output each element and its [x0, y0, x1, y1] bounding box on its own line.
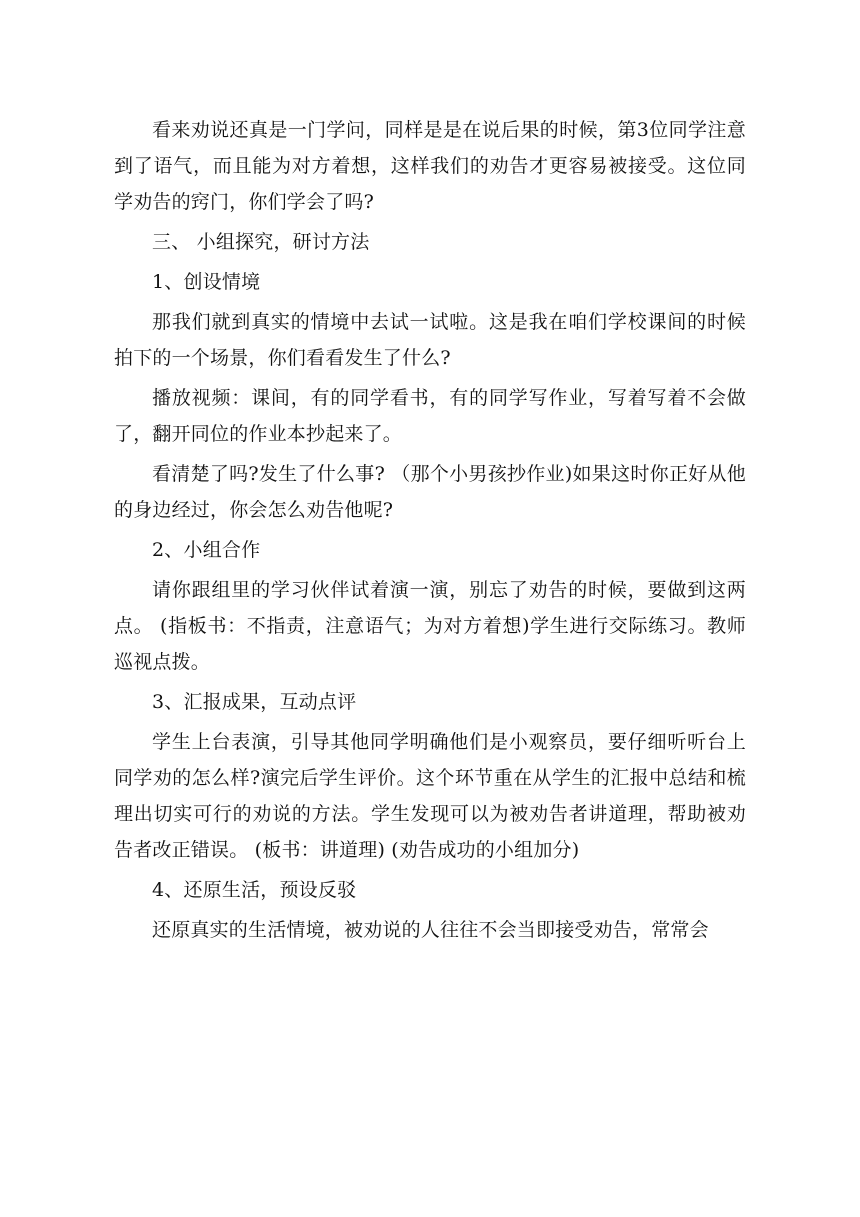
paragraph-restore-scenario: 还原真实的生活情境，被劝说的人往往不会当即接受劝告，常常会: [152, 919, 709, 941]
paragraph-see-clearly: 看清楚了吗?发生了什么事? （那个小男孩抄作业)如果这时你正好从他的身边经过，你会怎么劝告他呢?: [114, 463, 746, 521]
section-heading-group-inquiry: 三、 小组探究，研讨方法: [152, 231, 370, 253]
paragraph-real-scenario: 那我们就到真实的情境中去试一试啦。这是我在咱们学校课间的时候拍下的一个场景，你们看看发生了什么?: [114, 311, 746, 369]
paragraph-persuasion-intro: 看来劝说还真是一门学问，同样是是在说后果的时候，第3位同学注意到了语气，而且能为对方着想，这样我们的劝告才更容易被接受。这位同学劝告的窍门，你们学会了吗?: [114, 119, 746, 213]
subheading-restore-life: 4、还原生活，预设反驳: [152, 879, 357, 901]
subheading-report-results: 3、汇报成果，互动点评: [152, 691, 357, 713]
paragraph-play-video: 播放视频：课间，有的同学看书，有的同学写作业，写着写着不会做了，翻开同位的作业本抄起来了。: [114, 387, 746, 445]
paragraph-student-performance: 学生上台表演，引导其他同学明确他们是小观察员，要仔细听听台上同学劝的怎么样?演完后学生评价。这个环节重在从学生的汇报中总结和梳理出切实可行的劝说的方法。学生发现可以为被劝告者讲道理，帮助被劝告者改正错误。 (板书：讲道理) (劝告成功的小组加分): [114, 731, 746, 861]
subheading-group-cooperation: 2、小组合作: [152, 539, 261, 561]
paragraph-role-play: 请你跟组里的学习伙伴试着演一演，别忘了劝告的时候，要做到这两点。 (指板书：不指责，注意语气；为对方着想)学生进行交际练习。教师巡视点拨。: [114, 579, 746, 673]
document-page: [114, 112, 746, 948]
subheading-create-scenario: 1、创设情境: [152, 271, 261, 293]
